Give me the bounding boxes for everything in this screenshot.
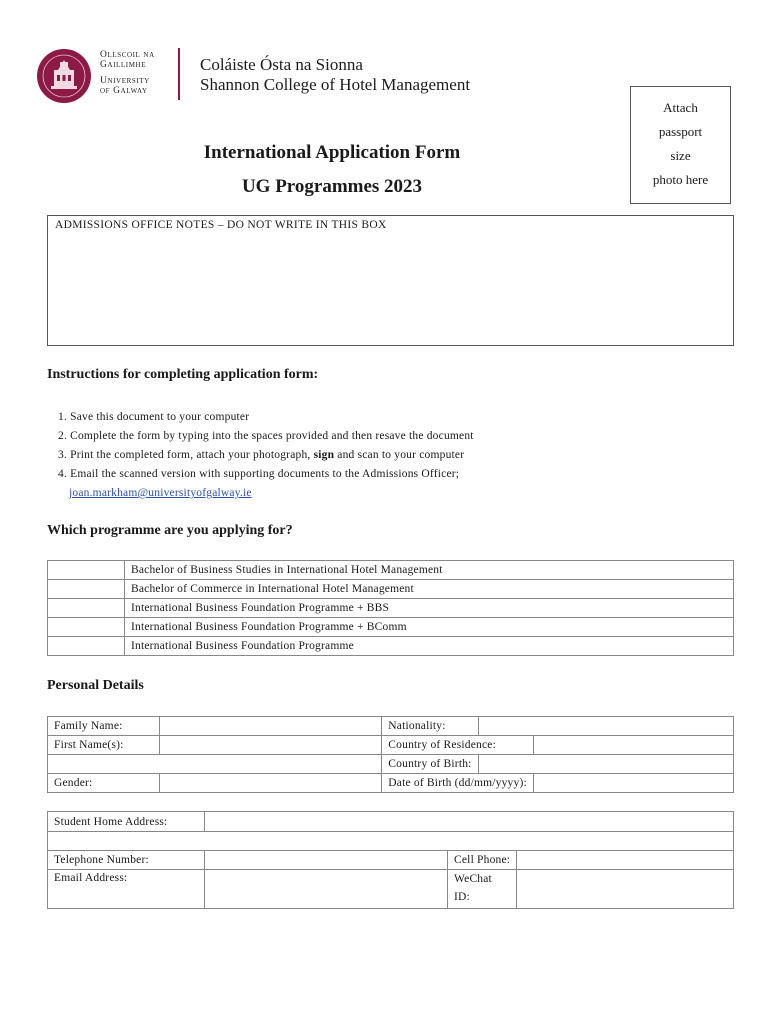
photo-box-line-4: photo here bbox=[652, 172, 709, 187]
cell-phone-field[interactable] bbox=[517, 851, 734, 870]
uni-line-1: Ollscoil na bbox=[100, 50, 155, 60]
wechat-label-line-1: WeChat bbox=[454, 873, 492, 885]
cell-phone-label: Cell Phone: bbox=[448, 851, 517, 870]
programme-select-cell[interactable] bbox=[48, 580, 125, 599]
table-row bbox=[48, 774, 734, 793]
college-name bbox=[200, 55, 470, 95]
instruction-bold-text: sign bbox=[313, 449, 335, 461]
university-seal-logo bbox=[36, 48, 92, 104]
admissions-email-link[interactable]: joan.markham@universityofgalway.ie bbox=[69, 487, 252, 499]
blank-field[interactable] bbox=[48, 755, 382, 774]
instruction-text: 3. Print the completed form, attach your photograph, bbox=[58, 449, 314, 461]
first-names-label: First Name(s): bbox=[48, 736, 160, 755]
table-row bbox=[48, 580, 734, 599]
table-row bbox=[48, 812, 734, 832]
college-name-english: Shannon College of Hotel Management bbox=[200, 75, 471, 94]
table-row bbox=[48, 755, 734, 774]
instruction-text: and scan to your computer bbox=[334, 449, 465, 461]
uni-line-2: Gaillimhe bbox=[100, 60, 147, 70]
table-row bbox=[48, 717, 734, 736]
admissions-notes-label: ADMISSIONS OFFICE NOTES – DO NOT WRITE IN THIS BOX bbox=[55, 219, 387, 231]
university-wordmark bbox=[100, 50, 155, 96]
instruction-item: 1. Save this document to your computer bbox=[58, 411, 250, 423]
table-row bbox=[48, 599, 734, 618]
home-address-label: Student Home Address: bbox=[48, 812, 205, 832]
gender-label: Gender: bbox=[48, 774, 160, 793]
email-field[interactable] bbox=[205, 870, 448, 909]
admissions-notes-box bbox=[47, 215, 734, 346]
uni-line-4: of Galway bbox=[100, 86, 148, 96]
form-title bbox=[130, 136, 534, 204]
nationality-field[interactable] bbox=[478, 717, 733, 736]
home-address-field-line-2[interactable] bbox=[48, 832, 734, 851]
table-row bbox=[48, 736, 734, 755]
table-row bbox=[48, 618, 734, 637]
programme-option-label: International Business Foundation Programme bbox=[125, 637, 734, 656]
form-title-line-1: International Application Form bbox=[203, 142, 461, 163]
programme-select-cell[interactable] bbox=[48, 561, 125, 580]
wechat-label bbox=[448, 870, 517, 909]
country-of-birth-label: Country of Birth: bbox=[382, 755, 478, 774]
table-row bbox=[48, 637, 734, 656]
telephone-label: Telephone Number: bbox=[48, 851, 205, 870]
college-name-irish: Coláiste Ósta na Sionna bbox=[200, 55, 363, 74]
programme-table bbox=[47, 560, 734, 656]
instruction-item: 4. Email the scanned version with supporting documents to the Admissions Officer; bbox=[58, 468, 460, 480]
table-row bbox=[48, 870, 734, 909]
home-address-field[interactable] bbox=[205, 812, 734, 832]
wechat-field[interactable] bbox=[517, 870, 734, 909]
programme-option-label: International Business Foundation Programme + BBS bbox=[125, 599, 734, 618]
country-of-birth-field[interactable] bbox=[478, 755, 733, 774]
country-of-residence-field[interactable] bbox=[533, 736, 733, 755]
instruction-item: 2. Complete the form by typing into the spaces provided and then resave the document bbox=[58, 430, 474, 442]
programme-select-cell[interactable] bbox=[48, 599, 125, 618]
instructions-heading: Instructions for completing application form: bbox=[47, 367, 319, 382]
photo-attach-box[interactable] bbox=[630, 86, 731, 204]
instruction-item bbox=[58, 446, 474, 465]
form-title-line-2: UG Programmes 2023 bbox=[241, 176, 423, 197]
table-row bbox=[48, 561, 734, 580]
table-row bbox=[48, 832, 734, 851]
uni-line-3: University bbox=[100, 76, 150, 86]
wechat-label-line-2: ID: bbox=[454, 891, 470, 903]
telephone-field[interactable] bbox=[205, 851, 448, 870]
date-of-birth-label: Date of Birth (dd/mm/yyyy): bbox=[382, 774, 534, 793]
country-of-residence-label: Country of Residence: bbox=[382, 736, 534, 755]
family-name-label: Family Name: bbox=[48, 717, 160, 736]
programme-option-label: Bachelor of Commerce in International Hotel Management bbox=[125, 580, 734, 599]
programme-select-cell[interactable] bbox=[48, 618, 125, 637]
date-of-birth-field[interactable] bbox=[533, 774, 733, 793]
programme-select-cell[interactable] bbox=[48, 637, 125, 656]
table-row bbox=[48, 851, 734, 870]
photo-box-line-2: passport bbox=[658, 124, 703, 139]
programme-option-label: International Business Foundation Programme + BComm bbox=[125, 618, 734, 637]
email-label: Email Address: bbox=[48, 870, 205, 909]
nationality-label: Nationality: bbox=[382, 717, 478, 736]
photo-box-line-3: size bbox=[670, 148, 691, 163]
personal-details-table bbox=[47, 716, 734, 793]
photo-box-line-1: Attach bbox=[663, 100, 698, 115]
programme-heading: Which programme are you applying for? bbox=[47, 523, 293, 538]
gender-field[interactable] bbox=[159, 774, 382, 793]
family-name-field[interactable] bbox=[159, 717, 382, 736]
instruction-item bbox=[58, 484, 474, 503]
personal-details-heading: Personal Details bbox=[47, 678, 144, 693]
contact-details-table bbox=[47, 811, 734, 909]
programme-option-label: Bachelor of Business Studies in International Hotel Management bbox=[125, 561, 734, 580]
seal-icon bbox=[36, 48, 92, 104]
first-names-field[interactable] bbox=[159, 736, 382, 755]
header-divider bbox=[178, 48, 180, 100]
instructions-list bbox=[58, 408, 474, 503]
